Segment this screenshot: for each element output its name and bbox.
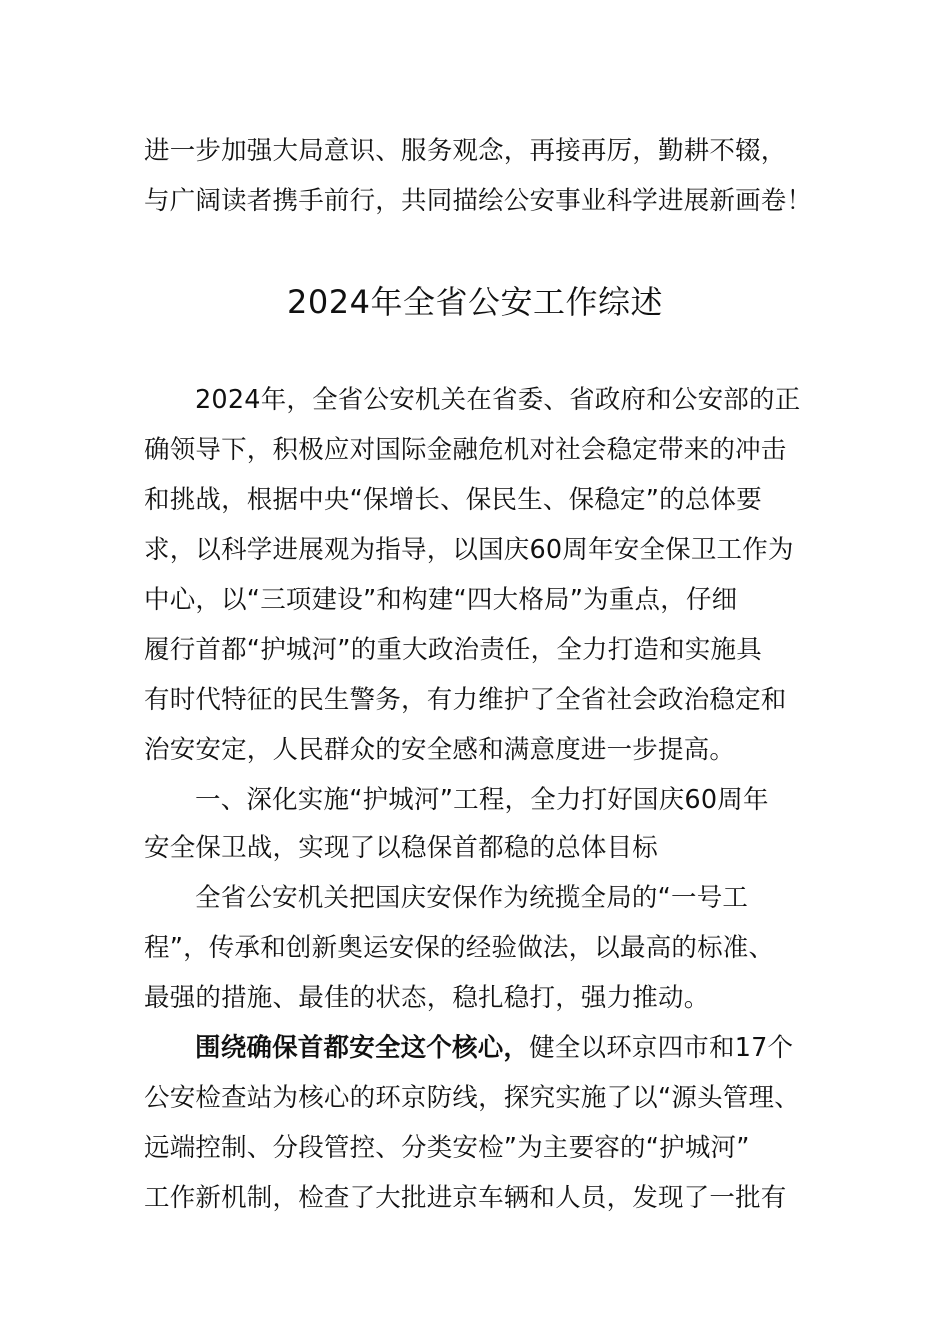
para1-line-4: 求，以科学进展观为指导，以国庆60周年安全保卫工作为	[144, 535, 794, 565]
heading1-line-1: 一、深化实施“护城河”工程，全力打好国庆60周年	[195, 785, 769, 815]
para2-line-3: 最强的措施、最佳的状态，稳扎稳打，强力推动。	[144, 983, 710, 1013]
intro-line-2: 与广阔读者携手前行，共同描绘公安事业科学进展新画卷！	[144, 186, 813, 216]
para2-line-2: 程”，传承和创新奥运安保的经验做法，以最高的标准、	[144, 933, 775, 963]
intro-line-1: 进一步加强大局意识、服务观念，再接再厉，勤耕不辍，	[144, 136, 787, 166]
document-title: 2024年全省公安工作综述	[287, 283, 663, 321]
para3-line-3: 远端控制、分段管控、分类安检”为主要容的“护城河”	[144, 1133, 750, 1163]
para1-line-2: 确领导下，积极应对国际金融危机对社会稳定带来的冲击	[144, 435, 787, 465]
heading1-line-2: 安全保卫战，实现了以稳保首都稳的总体目标	[144, 833, 659, 863]
para3-first-rest: 健全以环京四市和17个	[529, 1033, 794, 1063]
para1-line-5: 中心，以“三项建设”和构建“四大格局”为重点，仔细	[144, 585, 738, 615]
para2-line-1: 全省公安机关把国庆安保作为统揽全局的“一号工	[195, 883, 749, 913]
para1-line-1: 2024年，全省公安机关在省委、省政府和公安部的正	[195, 385, 801, 415]
para3-bold-lead: 围绕确保首都安全这个核心，	[195, 1033, 530, 1063]
para3-line-1	[195, 1030, 793, 1066]
para1-line-7: 有时代特征的民生警务，有力维护了全省社会政治稳定和	[144, 685, 787, 715]
para1-line-8: 治安安定，人民群众的安全感和满意度进一步提高。	[144, 735, 736, 765]
para1-line-3: 和挑战，根据中央“保增长、保民生、保稳定”的总体要	[144, 485, 762, 515]
para1-line-6: 履行首都“护城河”的重大政治责任，全力打造和实施具	[144, 635, 762, 665]
para3-line-2: 公安检查站为核心的环京防线，探究实施了以“源头管理、	[144, 1083, 800, 1113]
para3-line-4: 工作新机制，检查了大批进京车辆和人员，发现了一批有	[144, 1183, 787, 1213]
